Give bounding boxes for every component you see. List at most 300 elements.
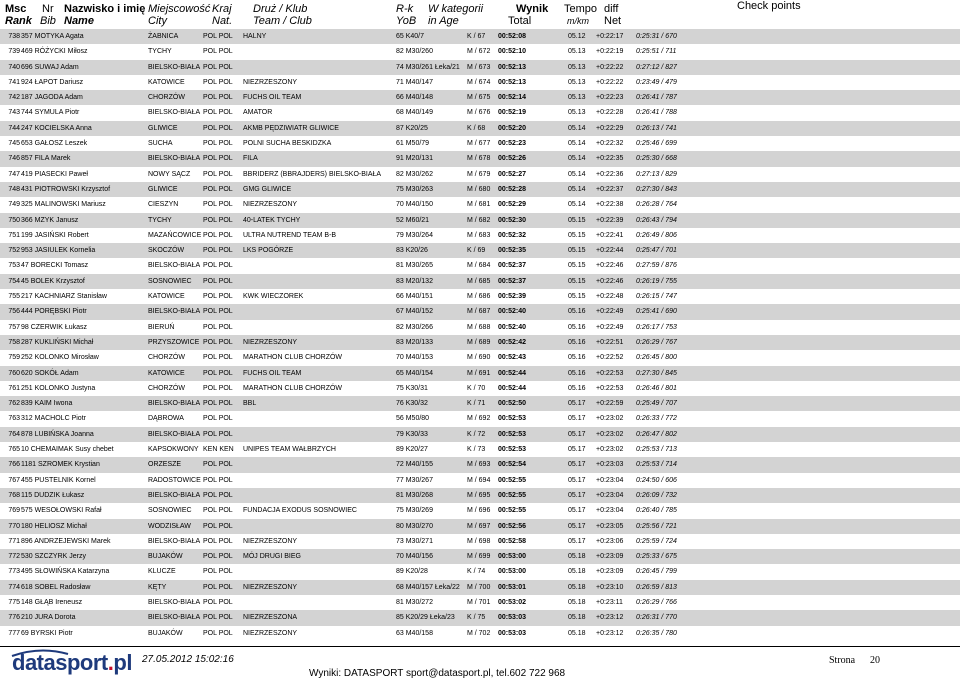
col-name-heading: Nazwisko i imię <box>64 3 146 15</box>
table-row <box>0 182 960 197</box>
result-cell: 00:52:40 <box>498 308 527 316</box>
nat-cell: POL POL <box>203 415 233 423</box>
nat-cell: POL POL <box>203 94 233 102</box>
bib-name-cell: 419 PIASECKI Paweł <box>21 170 88 178</box>
city-cell: CIESZYN <box>148 201 179 209</box>
net-cell: 0:26:15 / 747 <box>636 293 677 301</box>
net-cell: 0:27:30 / 843 <box>636 185 677 193</box>
gender-place-cell: K / 68 <box>467 124 486 132</box>
gender-place-cell: M / 693 <box>467 461 491 469</box>
rank-cell: 752 <box>8 247 20 255</box>
diff-cell: +0:23:04 <box>596 476 624 484</box>
city-cell: CHORZÓW <box>148 94 185 102</box>
table-row <box>0 228 960 243</box>
nat-cell: POL POL <box>203 216 233 224</box>
yob-cat-cell: 70 M40/150 <box>396 201 433 209</box>
gender-place-cell: K / 67 <box>467 33 486 40</box>
yob-cat-cell: 74 M30/261 Łeka/21 <box>396 63 460 71</box>
yob-cat-cell: 82 M30/262 <box>396 170 433 178</box>
rank-cell: 765 <box>8 446 20 454</box>
tempo-cell: 05.13 <box>568 78 586 86</box>
tempo-cell: 05.15 <box>568 216 586 224</box>
results-header <box>0 0 960 30</box>
result-cell: 00:53:02 <box>498 598 527 606</box>
yob-cat-cell: 76 K30/32 <box>396 400 428 408</box>
diff-cell: +0:23:09 <box>596 553 624 561</box>
rank-cell: 760 <box>8 369 20 377</box>
city-cell: BIELSKO-BIAŁA <box>148 400 201 408</box>
result-cell: 00:52:27 <box>498 170 527 178</box>
diff-cell: +0:23:03 <box>596 461 624 469</box>
col-nr-heading: Nr <box>42 3 54 15</box>
nat-cell: POL POL <box>203 568 233 576</box>
table-row <box>0 44 960 59</box>
city-cell: SKOCZÓW <box>148 247 185 255</box>
bib-name-cell: 618 SOBEL Radosław <box>21 583 91 591</box>
rank-cell: 775 <box>8 598 20 606</box>
yob-cat-cell: 83 M20/133 <box>396 338 433 346</box>
nat-cell: POL POL <box>203 109 233 117</box>
tempo-cell: 05.15 <box>568 231 586 239</box>
col-category-en-heading: in Age <box>428 15 459 27</box>
table-row <box>0 381 960 396</box>
gender-place-cell: K / 70 <box>467 384 486 392</box>
net-cell: 0:26:29 / 766 <box>636 598 677 606</box>
rank-cell: 763 <box>8 415 20 423</box>
table-row <box>0 488 960 503</box>
bib-name-cell: 653 GAŁOSZ Leszek <box>21 140 88 148</box>
nat-cell: POL POL <box>203 170 233 178</box>
rank-cell: 750 <box>8 216 20 224</box>
tempo-cell: 05.17 <box>568 415 586 423</box>
bib-name-cell: 896 ANDRZEJEWSKI Marek <box>21 537 111 545</box>
team-cell: NIEZRZESZONY <box>243 537 298 545</box>
yob-cat-cell: 81 M30/265 <box>396 262 433 270</box>
nat-cell: POL POL <box>203 155 233 163</box>
net-cell: 0:27:59 / 876 <box>636 262 677 270</box>
gender-place-cell: M / 695 <box>467 491 491 499</box>
bib-name-cell: 431 PIOTROWSKI Krzysztof <box>21 185 111 193</box>
nat-cell: KEN KEN <box>203 446 234 454</box>
table-row <box>0 121 960 136</box>
city-cell: BIELSKO-BIAŁA <box>148 308 201 316</box>
gender-place-cell: M / 673 <box>467 63 491 71</box>
net-cell: 0:27:13 / 829 <box>636 170 677 178</box>
gender-place-cell: M / 697 <box>467 522 491 530</box>
team-cell: POLNI SUCHA BESKIDZKA <box>243 140 332 148</box>
city-cell: BIELSKO-BIAŁA <box>148 491 201 499</box>
city-cell: TYCHY <box>148 216 172 224</box>
gender-place-cell: M / 686 <box>467 293 491 301</box>
net-cell: 0:25:51 / 711 <box>636 48 677 56</box>
tempo-cell: 05.18 <box>568 553 586 561</box>
result-cell: 00:52:55 <box>498 476 527 484</box>
diff-cell: +0:22:48 <box>596 293 624 301</box>
team-cell: GMG GLIWICE <box>243 185 292 193</box>
diff-cell: +0:23:02 <box>596 415 624 423</box>
tempo-cell: 05.17 <box>568 491 586 499</box>
net-cell: 0:26:47 / 802 <box>636 430 677 438</box>
net-cell: 0:26:59 / 813 <box>636 583 677 591</box>
bib-name-cell: 744 SYMULA Piotr <box>21 109 80 117</box>
tempo-cell: 05.17 <box>568 430 586 438</box>
nat-cell: POL POL <box>203 201 233 209</box>
city-cell: NOWY SĄCZ <box>148 170 191 178</box>
city-cell: BIELSKO-BIAŁA <box>148 614 201 622</box>
result-cell: 00:52:10 <box>498 48 527 56</box>
col-result-heading: Wynik <box>516 3 549 15</box>
bib-name-cell: 444 PORĘBSKI Piotr <box>21 308 87 316</box>
net-cell: 0:26:41 / 787 <box>636 94 677 102</box>
nat-cell: POL POL <box>203 430 233 438</box>
diff-cell: +0:22:53 <box>596 369 624 377</box>
team-cell: KWK WIECZOREK <box>243 293 304 301</box>
col-tempo-heading: Tempo <box>564 3 598 15</box>
gender-place-cell: M / 701 <box>467 598 491 606</box>
rank-cell: 756 <box>8 308 20 316</box>
team-cell: UNIPES TEAM WAŁBRZYCH <box>243 446 336 454</box>
rank-cell: 749 <box>8 201 20 209</box>
result-cell: 00:52:44 <box>498 369 527 377</box>
diff-cell: +0:22:17 <box>596 33 624 40</box>
nat-cell: POL POL <box>203 293 233 301</box>
yob-cat-cell: 91 M20/131 <box>396 155 433 163</box>
diff-cell: +0:22:22 <box>596 78 624 86</box>
nat-cell: POL POL <box>203 124 233 132</box>
tempo-cell: 05.14 <box>568 170 586 178</box>
yob-cat-cell: 89 K20/28 <box>396 568 428 576</box>
yob-cat-cell: 65 K40/7 <box>396 33 425 40</box>
nat-cell: POL POL <box>203 583 233 591</box>
team-cell: NIEZRZESZONY <box>243 201 298 209</box>
rank-cell: 762 <box>8 400 20 408</box>
tempo-cell: 05.13 <box>568 48 586 56</box>
col-result-en-heading: Total <box>508 15 532 27</box>
table-row <box>0 427 960 442</box>
result-cell: 00:52:58 <box>498 537 527 545</box>
diff-cell: +0:23:12 <box>596 614 624 622</box>
result-cell: 00:52:13 <box>498 63 527 71</box>
page-label: Strona <box>829 655 856 666</box>
yob-cat-cell: 82 M30/266 <box>396 323 433 331</box>
tempo-cell: 05.15 <box>568 262 586 270</box>
city-cell: BIELSKO-BIAŁA <box>148 262 201 270</box>
bib-name-cell: 217 KACHNIARZ Stanisław <box>21 293 107 301</box>
result-cell: 00:53:03 <box>498 629 527 637</box>
page-footer <box>0 646 960 682</box>
gender-place-cell: M / 676 <box>467 109 491 117</box>
table-row <box>0 350 960 365</box>
net-cell: 0:26:41 / 788 <box>636 109 677 117</box>
col-city-en-heading: City <box>148 15 167 27</box>
yob-cat-cell: 87 K20/25 <box>396 124 428 132</box>
table-row <box>0 396 960 411</box>
organizer-contact: Wyniki: DATASPORT sport@datasport.pl, tel.602 722 968 <box>309 668 566 679</box>
gender-place-cell: M / 696 <box>467 507 491 515</box>
bib-name-cell: 251 KOLONKO Justyna <box>21 384 96 392</box>
gender-place-cell: M / 690 <box>467 354 491 362</box>
city-cell: KATOWICE <box>148 369 185 377</box>
bib-name-cell: 495 SŁOWIŃSKA Katarzyna <box>21 568 110 576</box>
rank-cell: 754 <box>8 277 20 285</box>
yob-cat-cell: 66 M40/151 <box>396 293 433 301</box>
rank-cell: 777 <box>8 629 20 637</box>
table-row <box>0 564 960 579</box>
diff-cell: +0:22:41 <box>596 231 624 239</box>
nat-cell: POL POL <box>203 614 233 622</box>
diff-cell: +0:22:28 <box>596 109 624 117</box>
rank-cell: 757 <box>8 323 20 331</box>
tempo-cell: 05.16 <box>568 384 586 392</box>
city-cell: BIELSKO-BIAŁA <box>148 109 201 117</box>
city-cell: SUCHA <box>148 140 173 148</box>
rank-cell: 761 <box>8 384 20 392</box>
bib-name-cell: 115 DUDZIK Łukasz <box>21 491 85 499</box>
table-row <box>0 274 960 289</box>
result-cell: 00:52:40 <box>498 323 527 331</box>
result-cell: 00:52:55 <box>498 507 527 515</box>
city-cell: BIELSKO-BIAŁA <box>148 537 201 545</box>
nat-cell: POL POL <box>203 354 233 362</box>
col-category-heading: W kategorii <box>428 3 484 15</box>
result-cell: 00:52:39 <box>498 293 527 301</box>
gender-place-cell: K / 75 <box>467 614 486 622</box>
table-row <box>0 197 960 212</box>
gender-place-cell: M / 679 <box>467 170 491 178</box>
gender-place-cell: M / 692 <box>467 415 491 423</box>
table-row <box>0 457 960 472</box>
tempo-cell: 05.18 <box>568 598 586 606</box>
rank-cell: 745 <box>8 140 20 148</box>
gender-place-cell: M / 702 <box>467 629 491 637</box>
result-cell: 00:52:50 <box>498 400 527 408</box>
result-cell: 00:52:29 <box>498 201 527 209</box>
diff-cell: +0:23:09 <box>596 568 624 576</box>
bib-name-cell: 1181 SZROMEK Krystian <box>21 461 100 469</box>
tempo-cell: 05.12 <box>568 33 586 40</box>
diff-cell: +0:22:38 <box>596 201 624 209</box>
nat-cell: POL POL <box>203 247 233 255</box>
yob-cat-cell: 75 M30/269 <box>396 507 433 515</box>
diff-cell: +0:23:02 <box>596 430 624 438</box>
yob-cat-cell: 52 M60/21 <box>396 216 430 224</box>
yob-cat-cell: 75 M30/263 <box>396 185 433 193</box>
gender-place-cell: M / 691 <box>467 369 491 377</box>
result-cell: 00:52:20 <box>498 124 527 132</box>
diff-cell: +0:23:12 <box>596 629 624 637</box>
yob-cat-cell: 72 M40/155 <box>396 461 433 469</box>
gender-place-cell: M / 680 <box>467 185 491 193</box>
yob-cat-cell: 68 M40/157 Łeka/22 <box>396 583 460 591</box>
col-team-heading: Druż / Klub <box>253 3 308 15</box>
result-cell: 00:53:01 <box>498 583 527 591</box>
gender-place-cell: M / 699 <box>467 553 491 561</box>
net-cell: 0:26:46 / 801 <box>636 384 677 392</box>
yob-cat-cell: 71 M40/147 <box>396 78 433 86</box>
result-cell: 00:52:26 <box>498 155 527 163</box>
net-cell: 0:26:45 / 800 <box>636 354 677 362</box>
bib-name-cell: 287 KUKLIŃSKI Michał <box>21 338 94 346</box>
team-cell: ULTRA NUTREND TEAM B-B <box>243 231 337 239</box>
table-row <box>0 29 960 44</box>
bib-name-cell: 47 BORECKI Tomasz <box>21 262 89 270</box>
diff-cell: +0:23:11 <box>596 598 623 606</box>
table-row <box>0 534 960 549</box>
tempo-cell: 05.15 <box>568 293 586 301</box>
yob-cat-cell: 81 M30/272 <box>396 598 433 606</box>
table-row <box>0 304 960 319</box>
yob-cat-cell: 80 M30/270 <box>396 522 433 530</box>
diff-cell: +0:22:23 <box>596 94 624 102</box>
table-row <box>0 595 960 610</box>
rank-cell: 770 <box>8 522 20 530</box>
yob-cat-cell: 82 M30/260 <box>396 48 433 56</box>
yob-cat-cell: 77 M30/267 <box>396 476 433 484</box>
city-cell: DĄBROWA <box>148 415 184 423</box>
result-cell: 00:52:23 <box>498 140 527 148</box>
bib-name-cell: 325 MALINOWSKI Mariusz <box>21 201 106 209</box>
rank-cell: 744 <box>8 124 20 132</box>
col-tempo-unit-heading: m/km <box>567 16 589 26</box>
net-cell: 0:26:43 / 794 <box>636 216 677 224</box>
yob-cat-cell: 83 K20/26 <box>396 247 428 255</box>
nat-cell: POL POL <box>203 277 233 285</box>
result-cell: 00:52:35 <box>498 247 527 255</box>
yob-cat-cell: 83 M20/132 <box>396 277 433 285</box>
city-cell: BUJAKÓW <box>148 629 183 637</box>
result-cell: 00:52:08 <box>498 33 527 40</box>
net-cell: 0:25:53 / 713 <box>636 446 677 454</box>
diff-cell: +0:22:39 <box>596 216 624 224</box>
city-cell: KĘTY <box>148 583 167 591</box>
tempo-cell: 05.17 <box>568 446 586 454</box>
result-cell: 00:53:00 <box>498 553 527 561</box>
result-cell: 00:53:00 <box>498 568 527 576</box>
result-cell: 00:52:55 <box>498 491 527 499</box>
rank-cell: 759 <box>8 354 20 362</box>
net-cell: 0:23:49 / 479 <box>636 78 677 86</box>
yob-cat-cell: 89 K20/27 <box>396 446 428 454</box>
gender-place-cell: K / 73 <box>467 446 486 454</box>
yob-cat-cell: 67 M40/152 <box>396 308 433 316</box>
city-cell: ŻABNICA <box>148 33 179 40</box>
nat-cell: POL POL <box>203 461 233 469</box>
diff-cell: +0:22:53 <box>596 384 624 392</box>
gender-place-cell: M / 700 <box>467 583 491 591</box>
gender-place-cell: M / 683 <box>467 231 491 239</box>
table-row <box>0 258 960 273</box>
team-cell: LKS POGÓRZE <box>243 247 294 255</box>
tempo-cell: 05.18 <box>568 583 586 591</box>
gender-place-cell: M / 678 <box>467 155 491 163</box>
bib-name-cell: 45 BOLEK Krzysztof <box>21 277 85 285</box>
city-cell: RADOSTOWICE <box>148 476 201 484</box>
diff-cell: +0:22:36 <box>596 170 624 178</box>
gender-place-cell: K / 72 <box>467 430 486 438</box>
nat-cell: POL POL <box>203 63 233 71</box>
city-cell: ORZESZE <box>148 461 182 469</box>
nat-cell: POL POL <box>203 323 233 331</box>
bib-name-cell: 312 MACHOLC Piotr <box>21 415 86 423</box>
city-cell: TYCHY <box>148 48 172 56</box>
tempo-cell: 05.16 <box>568 308 586 316</box>
net-cell: 0:26:09 / 732 <box>636 491 677 499</box>
city-cell: BUJAKÓW <box>148 553 183 561</box>
gender-place-cell: M / 682 <box>467 216 491 224</box>
city-cell: MAZAŃCOWICE <box>148 231 202 239</box>
net-cell: 0:26:28 / 764 <box>636 201 677 209</box>
net-cell: 0:25:30 / 668 <box>636 155 677 163</box>
tempo-cell: 05.17 <box>568 537 586 545</box>
table-row <box>0 503 960 518</box>
col-team-en-heading: Team / Club <box>253 15 312 27</box>
diff-cell: +0:22:29 <box>596 124 624 132</box>
tempo-cell: 05.15 <box>568 277 586 285</box>
rank-cell: 743 <box>8 109 20 117</box>
bib-name-cell: 924 ŁAPOT Dariusz <box>21 78 84 86</box>
diff-cell: +0:22:22 <box>596 63 624 71</box>
rank-cell: 751 <box>8 231 20 239</box>
diff-cell: +0:23:05 <box>596 522 624 530</box>
bib-name-cell: 69 BYRSKI Piotr <box>21 629 73 637</box>
result-cell: 00:52:37 <box>498 277 527 285</box>
tempo-cell: 05.17 <box>568 522 586 530</box>
result-cell: 00:52:14 <box>498 94 527 102</box>
bib-name-cell: 180 HELIOSZ Michał <box>21 522 87 530</box>
result-cell: 00:52:42 <box>498 338 527 346</box>
tempo-cell: 05.18 <box>568 568 586 576</box>
gender-place-cell: M / 689 <box>467 338 491 346</box>
team-cell: FUCHS OIL TEAM <box>243 369 302 377</box>
nat-cell: POL POL <box>203 262 233 270</box>
rank-cell: 755 <box>8 293 20 301</box>
team-cell: HALNY <box>243 33 267 40</box>
diff-cell: +0:22:35 <box>596 155 624 163</box>
nat-cell: POL POL <box>203 491 233 499</box>
table-row <box>0 105 960 120</box>
nat-cell: POL POL <box>203 598 233 606</box>
result-cell: 00:52:54 <box>498 461 527 469</box>
city-cell: BIELSKO-BIAŁA <box>148 155 201 163</box>
col-yob-heading: YoB <box>396 15 417 27</box>
col-rk-heading: R-k <box>396 3 414 15</box>
nat-cell: POL POL <box>203 308 233 316</box>
yob-cat-cell: 70 M40/153 <box>396 354 433 362</box>
col-city-heading: Miejscowość <box>148 3 211 15</box>
diff-cell: +0:23:10 <box>596 583 624 591</box>
gender-place-cell: M / 675 <box>467 94 491 102</box>
net-cell: 0:27:12 / 827 <box>636 63 677 71</box>
net-cell: 0:26:35 / 780 <box>636 629 677 637</box>
table-row <box>0 167 960 182</box>
net-cell: 0:25:47 / 701 <box>636 247 677 255</box>
bib-name-cell: 455 PUSTELNIK Kornel <box>21 476 96 484</box>
rank-cell: 738 <box>8 33 20 40</box>
rank-cell: 739 <box>8 48 20 56</box>
rank-cell: 766 <box>8 461 20 469</box>
table-row <box>0 610 960 625</box>
net-cell: 0:25:59 / 724 <box>636 537 677 545</box>
bib-name-cell: 252 KOLONKO Mirosław <box>21 354 99 362</box>
city-cell: KLUCZE <box>148 568 176 576</box>
gender-place-cell: M / 687 <box>467 308 491 316</box>
table-row <box>0 549 960 564</box>
net-cell: 0:25:53 / 714 <box>636 461 677 469</box>
rank-cell: 771 <box>8 537 20 545</box>
rank-cell: 753 <box>8 262 20 270</box>
bib-name-cell: 366 MZYK Janusz <box>21 216 79 224</box>
result-cell: 00:53:03 <box>498 614 527 622</box>
